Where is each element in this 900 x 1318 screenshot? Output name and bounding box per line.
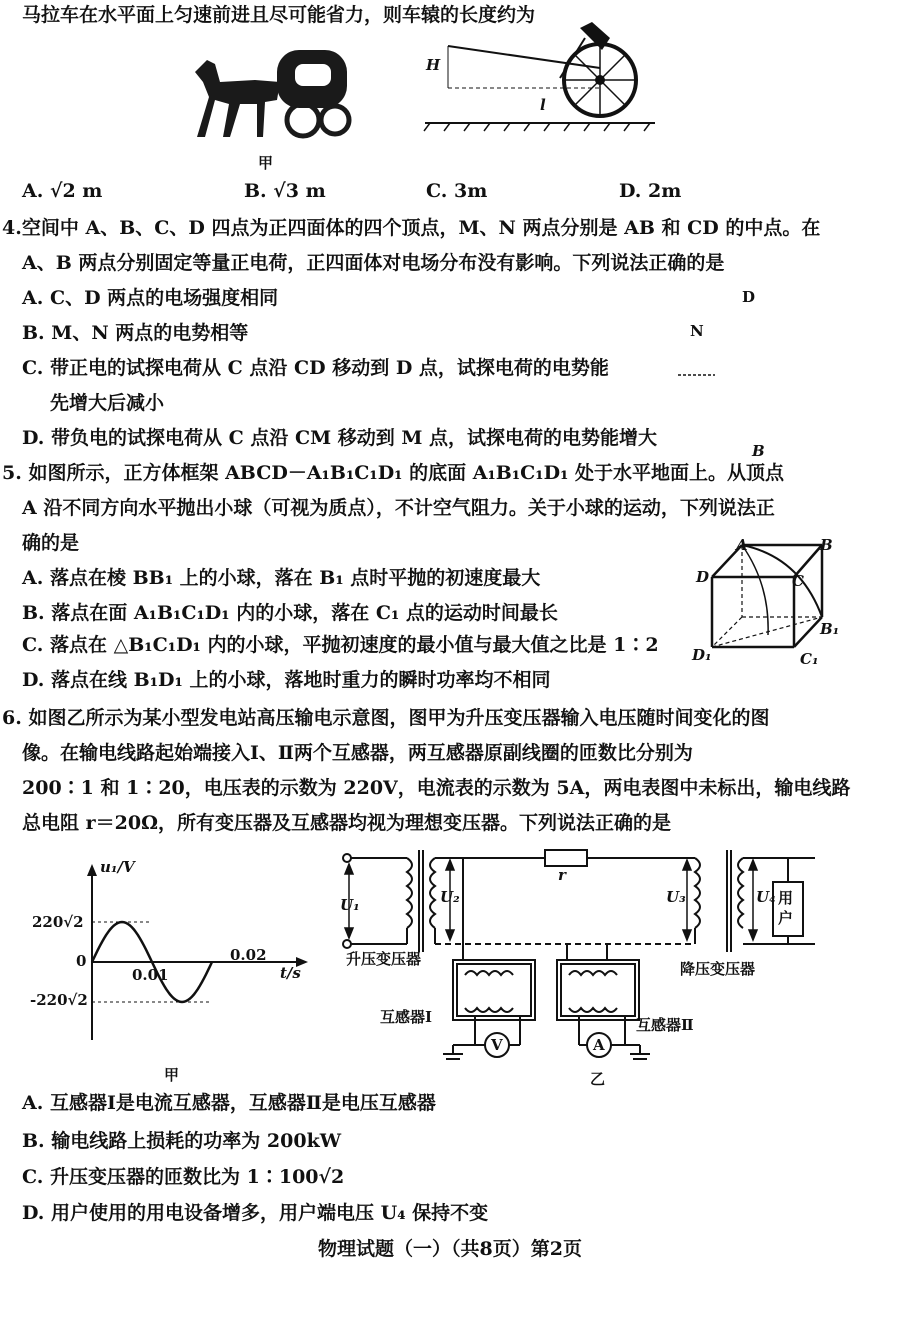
q5-stem-line1: 5. 如图所示，正方体框架 ABCD－A₁B₁C₁D₁ 的底面 A₁B₁C₁D₁ 处于水平地面上。从顶点 (2, 462, 785, 484)
q6-option-b[interactable]: B. 输电线路上损耗的功率为 200kW (22, 1130, 342, 1152)
q4-option-c-line1[interactable]: C. 带正电的试探电荷从 C 点沿 CD 移动到 D 点，试探电荷的电势能 (22, 357, 609, 379)
q4-fig-label-d: D (742, 288, 756, 306)
cube-frame-figure (690, 535, 860, 670)
q3-option-b[interactable]: B. √3 m (244, 180, 326, 202)
cube-label-c: C (792, 572, 804, 590)
circuit-label-u3: U₃ (666, 888, 686, 906)
q3-option-a[interactable]: A. √2 m (22, 180, 103, 202)
circuit-label-u2: U₂ (440, 888, 460, 906)
voltage-time-graph (20, 850, 320, 1050)
circuit-label-r: r (558, 866, 566, 884)
circuit-label-user: 用户 (778, 889, 794, 927)
graph-xlabel: t/s (280, 964, 301, 982)
q4-fig-label-b: B (752, 442, 765, 460)
circuit-label-transformer2: 互感器Ⅱ (636, 1016, 694, 1034)
circuit-label-step-down: 降压变压器 (680, 960, 756, 978)
cube-label-d1: D₁ (692, 646, 712, 664)
cube-label-d: D (696, 568, 710, 586)
page-footer: 物理试题（一）（共8页）第2页 (318, 1238, 582, 1260)
q6-option-a[interactable]: A. 互感器Ⅰ是电流互感器，互感器Ⅱ是电压互感器 (22, 1092, 436, 1114)
circuit-label-transformer1: 互感器Ⅰ (380, 1008, 433, 1026)
q5-stem-line3: 确的是 (22, 532, 80, 554)
q4-stem-line2: A、B 两点分别固定等量正电荷，正四面体对电场分布没有影响。下列说法正确的是 (22, 252, 725, 274)
q6-option-c[interactable]: C. 升压变压器的匝数比为 1∶100√2 (22, 1166, 345, 1188)
q6-stem-line4: 总电阻 r＝20Ω，所有变压器及互感器均视为理想变压器。下列说法正确的是 (22, 812, 671, 834)
cube-label-b1: B₁ (820, 620, 840, 638)
q4-option-d[interactable]: D. 带负电的试探电荷从 C 点沿 CM 移动到 M 点，试探电荷的电势能增大 (22, 427, 658, 449)
q3-option-d[interactable]: D. 2m (619, 180, 682, 202)
circuit-caption: 乙 (590, 1070, 606, 1088)
label-h: H (426, 56, 441, 74)
graph-ylabel: u₁/V (100, 858, 135, 876)
q3-stem-tail: 马拉车在水平面上匀速前进且尽可能省力，则车辕的长度约为 (22, 4, 536, 26)
ammeter-symbol: A (593, 1036, 605, 1054)
q5-option-a[interactable]: A. 落点在棱 BB₁ 上的小球，落在 B₁ 点时平抛的初速度最大 (22, 567, 541, 589)
graph-ymax-label: 220√2 (32, 913, 84, 931)
q4-option-a[interactable]: A. C、D 两点的电场强度相同 (22, 287, 279, 309)
circuit-label-u1: U₁ (340, 896, 360, 914)
q5-option-c[interactable]: C. 落点在 △B₁C₁D₁ 内的小球，平抛初速度的最小值与最大值之比是 1∶2 (22, 634, 659, 656)
q6-option-d[interactable]: D. 用户使用的用电设备增多，用户端电压 U₄ 保持不变 (22, 1202, 489, 1224)
q4-option-b[interactable]: B. M、N 两点的电势相等 (22, 322, 249, 344)
graph-ymin-label: -220√2 (30, 991, 88, 1009)
q4-option-c-line2: 先增大后减小 (50, 392, 165, 414)
q4-fig-label-n: N (690, 322, 704, 340)
voltmeter-symbol: V (491, 1036, 503, 1054)
cart-shaft-diagram (420, 18, 660, 133)
cube-label-a: A (736, 536, 748, 554)
q5-option-b[interactable]: B. 落点在面 A₁B₁C₁D₁ 内的小球，落在 C₁ 点的运动时间最长 (22, 602, 558, 624)
q3-option-c[interactable]: C. 3m (426, 180, 488, 202)
q5-option-d[interactable]: D. 落点在线 B₁D₁ 上的小球，落地时重力的瞬时功率均不相同 (22, 669, 551, 691)
q4-stem-line1: 4.空间中 A、B、C、D 四点为正四面体的四个顶点，M、N 两点分别是 AB 和 CD 的中点。在 (2, 217, 821, 239)
label-l: l (540, 96, 546, 114)
horse-cart-figure (185, 42, 365, 142)
circuit-label-u4: U₄ (756, 888, 776, 906)
graph-origin-label: 0 (76, 952, 87, 970)
q3-fig-caption: 甲 (258, 154, 274, 172)
q6-stem-line3: 200∶1 和 1∶20，电压表的示数为 220V，电流表的示数为 5A，两电表图中未标出，输电线路 (22, 777, 851, 799)
circuit-label-step-up: 升压变压器 (346, 950, 422, 968)
q6-stem-line2: 像。在输电线路起始端接入Ⅰ、Ⅱ两个互感器，两互感器原副线圈的匝数比分别为 (22, 742, 693, 764)
q6-stem-line1: 6. 如图乙所示为某小型发电站高压输电示意图，图甲为升压变压器输入电压随时间变化的图 (2, 707, 770, 729)
graph-x1-label: 0.01 (132, 966, 169, 984)
q5-stem-line2: A 沿不同方向水平抛出小球（可视为质点），不计空气阻力。关于小球的运动，下列说法正 (22, 497, 775, 519)
cube-label-b: B (820, 536, 833, 554)
graph-caption: 甲 (164, 1066, 180, 1084)
tetrahedron-fragment (660, 365, 720, 385)
cube-label-c1: C₁ (800, 650, 819, 668)
graph-x2-label: 0.02 (230, 946, 267, 964)
